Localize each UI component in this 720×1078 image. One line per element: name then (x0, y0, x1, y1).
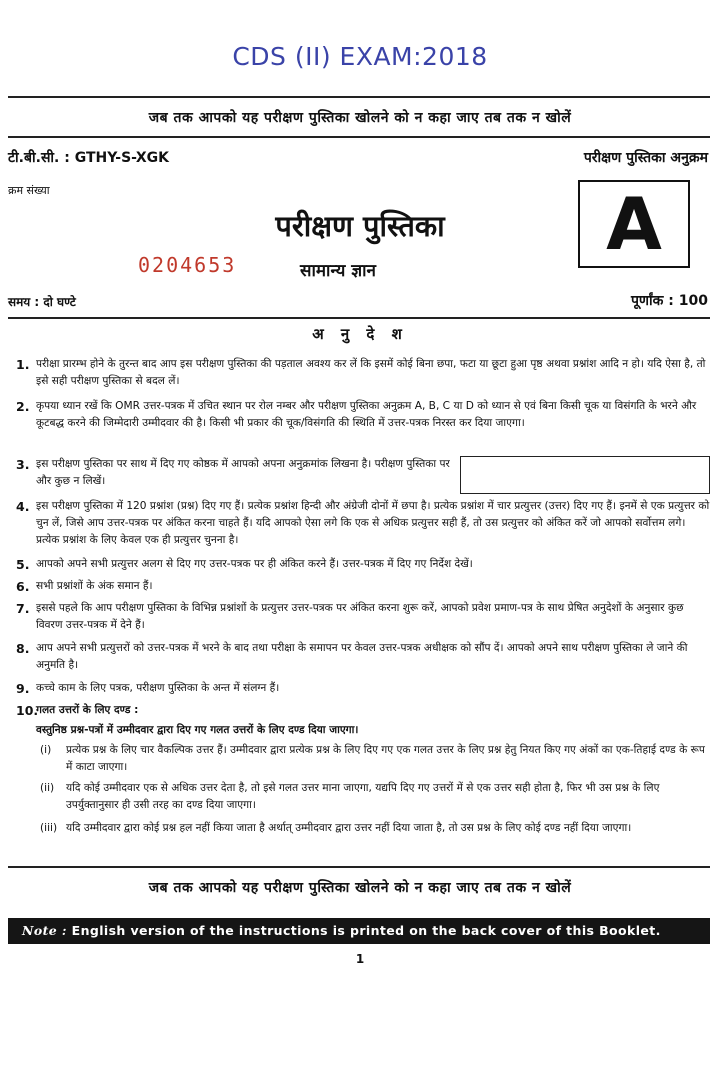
subject-title: सामान्य ज्ञान (300, 261, 376, 281)
instruction-number: 2. (16, 399, 30, 414)
instruction-text: इस परीक्षण पुस्तिका पर साथ में दिए गए कोष्ठक में आपको अपना अनुक्रमांक लिखना है। परीक्षण पुस्तिका पर और कुछ न लिखें। (36, 458, 450, 487)
instruction-text: कृपया ध्यान रखें कि OMR उत्तर-पत्रक में उचित स्थान पर रोल नम्बर और परीक्षण पुस्तिका अनुक्रम A, B, C या D को ध्यान से एवं बिना किसी चूक या विसंगति के भरने और कूटबद्ध करने की जिम्मेदारी उम्मीदवार की है। किसी भी प्रकार की चूक/विसंगति की स्थिति में उत्तर-पत्रक निरस्त कर दिया जाएगा। (36, 400, 697, 429)
instruction-text: इससे पहले कि आप परीक्षण पुस्तिका के विभिन्न प्रश्नांशों के प्रत्युत्तर उत्तर-पत्रक पर अंकित करना शुरू करें, आपको प्रवेश प्रमाण-पत्र के साथ प्रेषित अनुदेशों के अनुसार कुछ विवरण उत्तर-पत्रक में देने हैं। (36, 602, 684, 631)
roll-number-box[interactable] (460, 456, 710, 494)
booklet-title: परीक्षण पुस्तिका (275, 209, 445, 243)
bottom-rule (8, 866, 710, 868)
exam-stamp: CDS (II) EXAM:2018 (232, 42, 488, 71)
penalty-number: (iii) (40, 822, 58, 834)
penalty-text: यदि कोई उम्मीदवार एक से अधिक उत्तर देता है, तो इसे गलत उत्तर माना जाएगा, यद्यपि दिए गए उत्तरों में से एक उत्तर सही होता है, फिर भी उस प्रश्न के लिए उपर्युक्तानुसार ही उसी तरह का दण्ड दिया जाएगा। (66, 782, 660, 811)
instruction-item (16, 680, 712, 697)
top-rule (8, 96, 710, 98)
instruction-number: 7. (16, 601, 30, 616)
booklet-sequence-label: परीक्षण पुस्तिका अनुक्रम (583, 150, 708, 166)
tbc-code: टी.बी.सी. : GTHY-S-XGK (8, 150, 169, 166)
instruction-text: परीक्षा प्रारम्भ होने के तुरन्त बाद आप इस परीक्षण पुस्तिका की पड़ताल अवश्य कर लें कि इसमें कोई बिना छपा, फटा या छूटा हुआ पृष्ठ अथवा प्रश्नांश आदि न हो। यदि ऐसा है, तो इसे सही परीक्षण पुस्तिका से बदल लें। (36, 358, 706, 387)
note-label: Note : (22, 923, 67, 938)
note-text: English version of the instructions is printed on the back cover of this Booklet. (71, 923, 661, 938)
instruction-item (16, 578, 712, 595)
marks-label: पूर्णांक : 100 (630, 293, 708, 309)
serial-label: क्रम संख्या (8, 184, 50, 197)
instruction-item (16, 640, 712, 674)
penalty-text: प्रत्येक प्रश्न के लिए चार वैकल्पिक उत्तर हैं। उम्मीदवार द्वारा प्रत्येक प्रश्न के लिए दिए गए एक गलत उत्तर के लिए प्रश्न हेतु नियत किए गए अंकों का एक-तिहाई दण्ड के रूप में काटा जाएगा। (66, 744, 705, 773)
instruction-text: इस परीक्षण पुस्तिका में 120 प्रश्नांश (प्रश्न) दिए गए हैं। प्रत्येक प्रश्नांश हिन्दी और अंग्रेजी दोनों में छपा है। प्रत्येक प्रश्नांश में चार प्रत्युत्तर (उत्तर) दिए गए हैं। इनमें से एक प्रत्युत्तर को चुन लें, जिसे आप उत्तर-पत्रक पर अंकित करना चाहते हैं। यदि आपको ऐसा लगे कि एक से अधिक प्रत्युत्तर सही हैं, तो उस प्रत्युत्तर को अंकित करें जो आपको सर्वोत्तम लगे। प्रत्येक प्रश्नांश के लिए केवल एक ही प्रत्युत्तर चुनना है। (36, 500, 710, 546)
instruction-number: 1. (16, 357, 30, 372)
serial-number: 0204653 (138, 253, 237, 277)
instruction-number: 5. (16, 557, 30, 572)
page-number: 1 (355, 952, 365, 966)
instruction-text: गलत उत्तरों के लिए दण्ड : (36, 704, 139, 716)
instruction-item (16, 398, 712, 432)
time-label: समय : दो घण्टे (8, 295, 76, 309)
instruction-number: 3. (16, 457, 30, 472)
bottom-banner: जब तक आपको यह परीक्षण पुस्तिका खोलने को न कहा जाए तब तक न खोलें (148, 880, 572, 896)
penalty-item (40, 780, 712, 814)
instruction-number: 9. (16, 681, 30, 696)
instruction-item (16, 498, 712, 549)
instructions-rule (8, 317, 710, 319)
header-rule (8, 136, 710, 138)
penalty-item (40, 820, 712, 837)
instruction-number: 6. (16, 579, 30, 594)
instruction-item (16, 702, 712, 719)
instruction-text: आपको अपने सभी प्रत्युत्तर अलग से दिए गए उत्तर-पत्रक पर ही अंकित करने हैं। उत्तर-पत्रक में दिए गए निर्देश देखें। (36, 558, 473, 570)
top-banner: जब तक आपको यह परीक्षण पुस्तिका खोलने को न कहा जाए तब तक न खोलें (148, 110, 572, 126)
instruction-item (16, 556, 712, 573)
instruction-text: आप अपने सभी प्रत्युत्तरों को उत्तर-पत्रक में भरने के बाद तथा परीक्षा के समापन पर केवल उत्तर-पत्रक अधीक्षक को सौंप दें। आपको अपने साथ परीक्षण पुस्तिका ले जाने की अनुमति है। (36, 642, 688, 671)
instruction-number: 10. (16, 703, 39, 718)
instruction-number: 8. (16, 641, 30, 656)
english-version-note (8, 918, 710, 944)
instruction-text: सभी प्रश्नांशों के अंक समान हैं। (36, 580, 153, 592)
instruction-item (16, 356, 712, 390)
instruction-text: कच्चे काम के लिए पत्रक, परीक्षण पुस्तिका के अन्त में संलग्न हैं। (36, 682, 280, 694)
instruction-item (16, 456, 456, 490)
penalty-text: यदि उम्मीदवार द्वारा कोई प्रश्न हल नहीं किया जाता है अर्थात् उम्मीदवार द्वारा उत्तर नहीं दिया जाता है, तो उस प्रश्न के लिए कोई दण्ड नहीं दिया जाएगा। (66, 822, 632, 834)
instruction-number: 4. (16, 499, 30, 514)
penalty-intro: वस्तुनिष्ठ प्रश्न-पत्रों में उम्मीदवार द्वारा दिए गए गलत उत्तरों के लिए दण्ड दिया जाएगा। (36, 724, 359, 736)
series-letter: A (606, 182, 662, 266)
series-letter-box (578, 180, 690, 268)
penalty-item (40, 742, 712, 776)
instructions-heading: अ नु दे श (312, 325, 408, 343)
penalty-number: (ii) (40, 782, 55, 794)
instruction-item (16, 600, 712, 634)
penalty-number: (i) (40, 744, 52, 756)
